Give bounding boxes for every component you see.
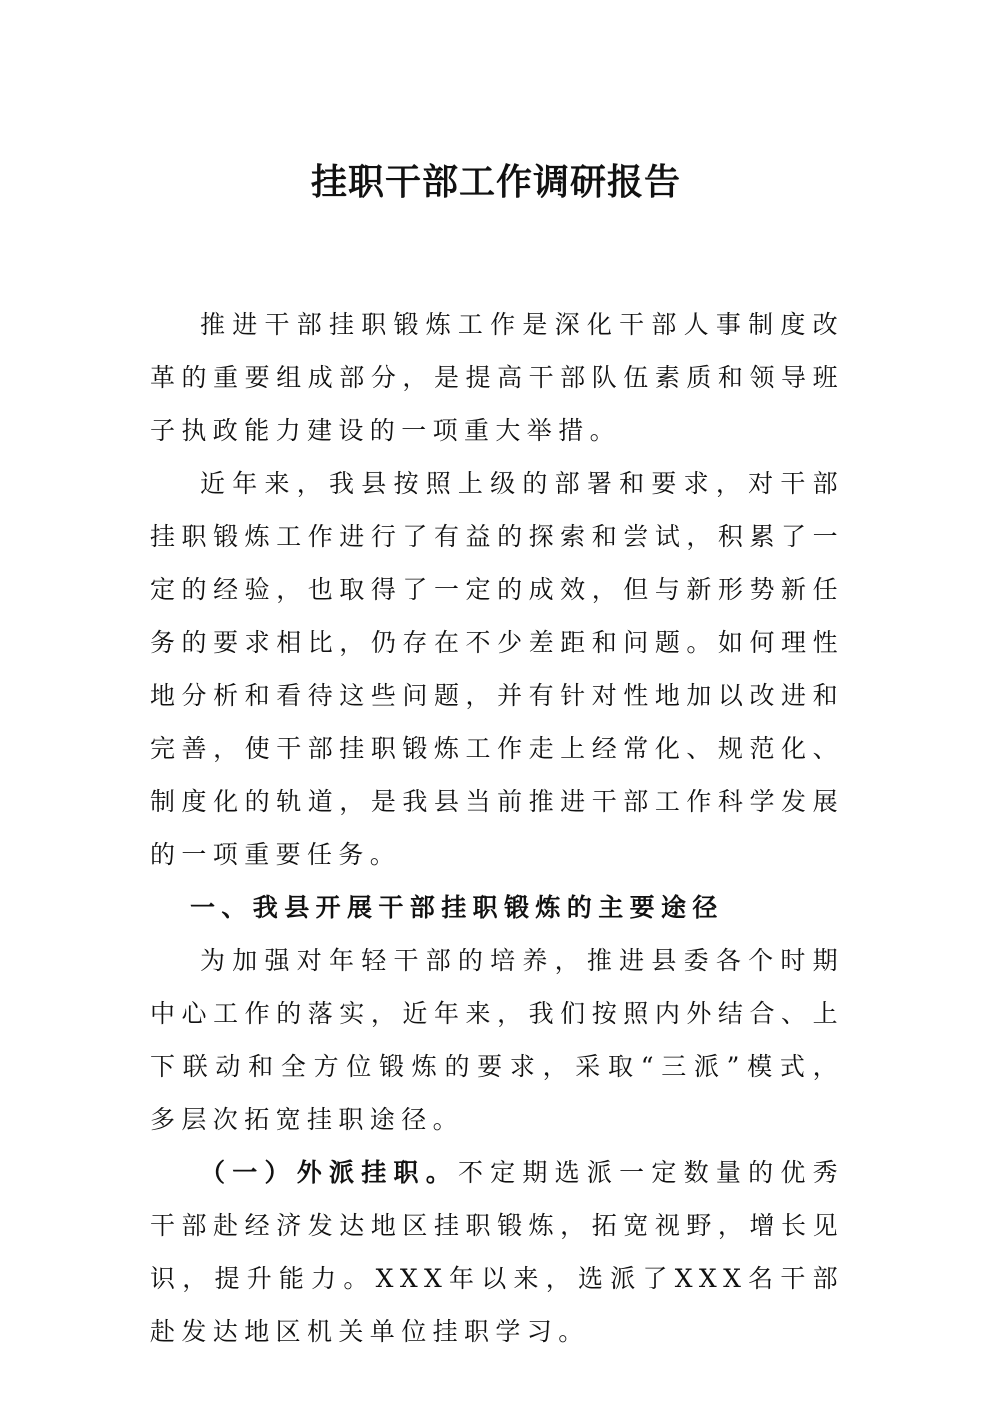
subsection-text: 不定期选派一定数量的优秀干部赴经济发达地区挂职锻炼，拓宽视野，增长见识，提升能力。XXX年以来，选派了XXX名干部赴发达地区机关单位挂职学习。 — [150, 1158, 844, 1346]
subsection-paragraph — [150, 1146, 844, 1358]
paragraph-intro: 推进干部挂职锻炼工作是深化干部人事制度改革的重要组成部分，是提高干部队伍素质和领导班子执政能力建设的一项重大举措。 — [150, 310, 844, 445]
section-heading: 一、我县开展干部挂职锻炼的主要途径 — [190, 893, 724, 922]
subsection-lead: （一）外派挂职。 — [200, 1158, 458, 1187]
paragraph-background: 近年来，我县按照上级的部署和要求，对干部挂职锻炼工作进行了有益的探索和尝试，积累了一定的经验，也取得了一定的成效，但与新形势新任务的要求相比，仍存在不少差距和问题。如何理性地分析和看待这些问题，并有针对性地加以改进和完善，使干部挂职锻炼工作走上经常化、规范化、制度化的轨道，是我县当前推进干部工作科学发展的一项重要任务。 — [150, 469, 844, 869]
section-intro-paragraph: 为加强对年轻干部的培养，推进县委各个时期中心工作的落实，近年来，我们按照内外结合、上下联动和全方位锻炼的要求，采取“三派”模式，多层次拓宽挂职途径。 — [150, 946, 844, 1134]
document-title: 挂职干部工作调研报告 — [310, 161, 681, 203]
document-body — [150, 298, 844, 1358]
